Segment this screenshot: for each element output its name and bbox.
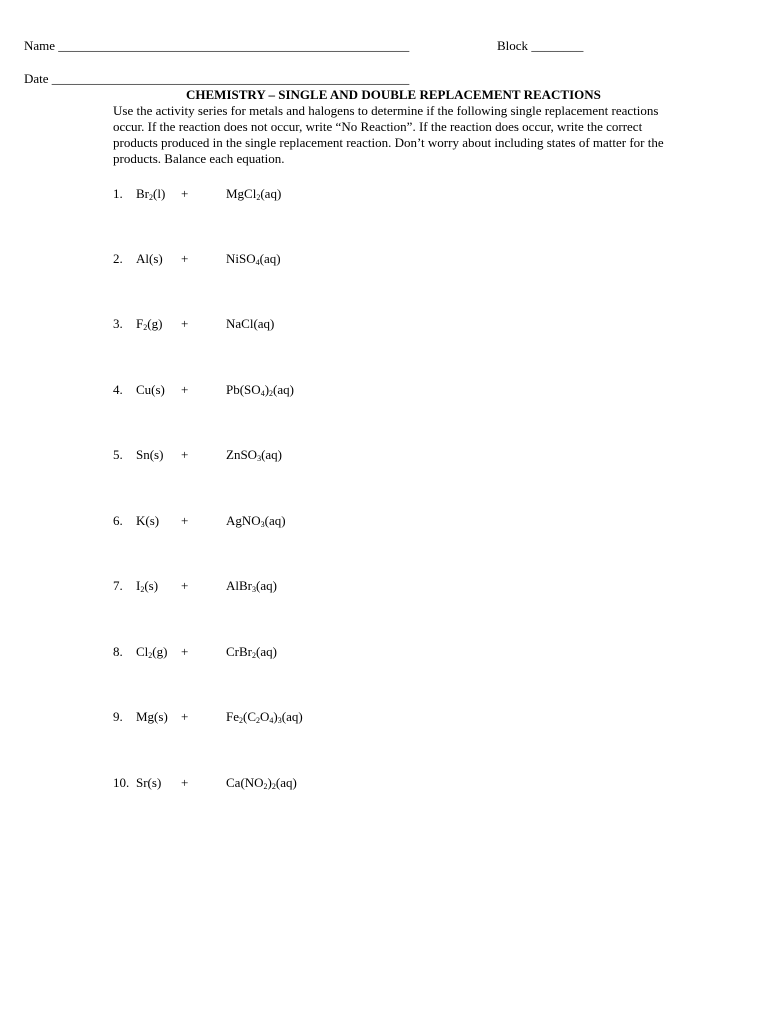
instructions-line: products produced in the single replacement reaction. Don’t worry about including states of matter for the (113, 135, 664, 150)
reactant-2: NiSO$_4$(aq) (226, 251, 281, 267)
reactant-2: AgNO$_3$(aq) (226, 513, 286, 529)
question-number: 2. (113, 251, 123, 266)
reactant-1: Sr(s) (136, 775, 162, 790)
question-number: 3. (113, 316, 123, 331)
plus-sign: + (181, 447, 189, 462)
reactant-1: Sn(s) (136, 447, 164, 462)
instructions-line: Use the activity series for metals and halogens to determine if the following single replacement reactions (113, 103, 659, 118)
plus-sign: + (181, 316, 189, 331)
plus-sign: + (181, 709, 189, 724)
block-label: Block (497, 38, 529, 53)
question-number: 5. (113, 447, 123, 462)
plus-sign: + (181, 775, 189, 790)
reactant-2: $Ca(NO_2)_2(aq)$ (226, 775, 297, 791)
reactant-2: MgCl$_2$(aq) (226, 186, 282, 202)
block-field[interactable] (497, 38, 583, 54)
reactant-2: CrBr$_2$(aq) (226, 644, 277, 660)
instructions-line: products. Balance each equation. (113, 151, 285, 166)
reactant-1: Mg(s) (136, 709, 168, 724)
question-number: 9. (113, 709, 123, 724)
plus-sign: + (181, 513, 189, 528)
reactant-1: K(s) (136, 513, 160, 528)
question-number: 1. (113, 186, 123, 201)
name-blank[interactable]: ______________________________________________________ (58, 38, 410, 53)
name-field[interactable] (24, 38, 409, 54)
plus-sign: + (181, 644, 189, 659)
reactant-2: ZnSO$_3$(aq) (226, 447, 282, 463)
reactant-2: $Fe_2(C_2O_4)_3(aq)$ (226, 709, 303, 725)
reactant-1: $F_2(g)$ (136, 316, 163, 332)
question-number: 4. (113, 382, 123, 397)
block-blank[interactable]: ________ (531, 38, 584, 53)
reactant-1: $I_2(s)$ (136, 578, 159, 594)
question-number: 8. (113, 644, 123, 659)
question-number: 10. (113, 775, 130, 790)
instructions-line: occur. If the reaction does not occur, write “No Reaction”. If the reaction does occur, write the correct (113, 119, 643, 134)
plus-sign: + (181, 382, 189, 397)
reactant-1: Cu(s) (136, 382, 165, 397)
question-number: 6. (113, 513, 123, 528)
date-blank[interactable]: _______________________________________________________ (51, 71, 410, 86)
reactant-1: Al(s) (136, 251, 163, 266)
reactant-2: AlBr$_3$(aq) (226, 578, 277, 594)
name-label: Name (24, 38, 56, 53)
date-field[interactable] (24, 71, 409, 87)
reactant-2: $Pb(SO_4)_2(aq)$ (226, 382, 294, 398)
instructions (113, 103, 713, 167)
plus-sign: + (181, 251, 189, 266)
date-label: Date (24, 71, 49, 86)
worksheet-title: CHEMISTRY – SINGLE AND DOUBLE REPLACEMENT REACTIONS (186, 87, 601, 102)
reactant-2: NaCl(aq) (226, 316, 275, 331)
plus-sign: + (181, 186, 189, 201)
reactant-1: $Br_2(l)$ (136, 186, 166, 202)
plus-sign: + (181, 578, 189, 593)
reactant-1: $Cl_2(g)$ (136, 644, 168, 660)
question-number: 7. (113, 578, 123, 593)
